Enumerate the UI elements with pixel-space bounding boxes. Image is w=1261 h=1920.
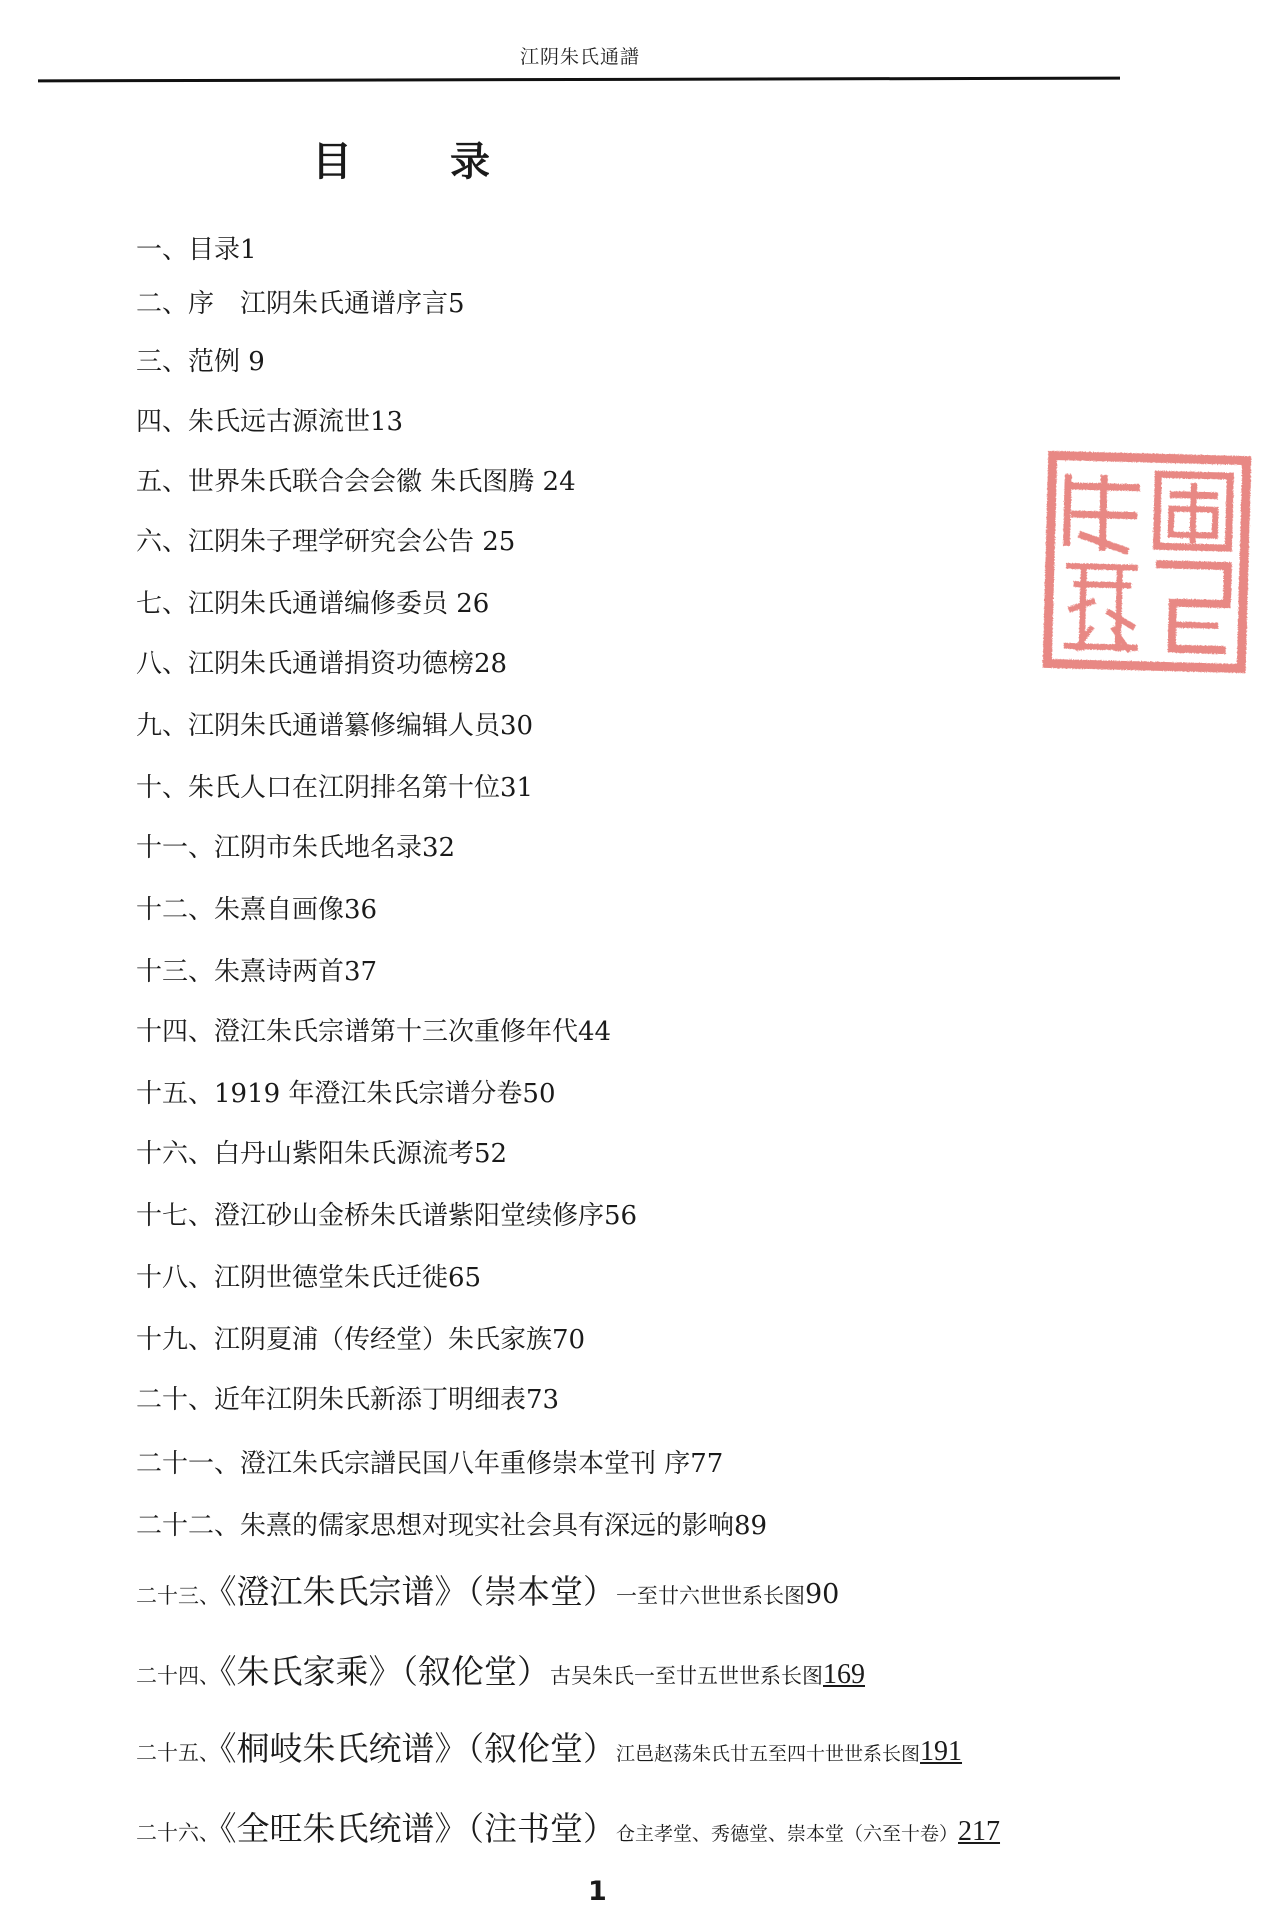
toc-entry: 十九、江阴夏浦（传经堂）朱氏家族70 <box>136 1325 586 1355</box>
toc-entry: 八、江阴朱氏通谱捐资功德榜28 <box>136 649 508 679</box>
toc-entry: 十七、澄江砂山金桥朱氏谱紫阳堂续修序56 <box>136 1201 638 1231</box>
toc-entry-page: 169 <box>823 1659 865 1690</box>
toc-entry: 七、江阴朱氏通谱编修委员 26 <box>136 589 490 619</box>
toc-entry: 四、朱氏远古源流世13 <box>136 407 404 437</box>
toc-entry: 十四、澄江朱氏宗谱第十三次重修年代44 <box>136 1017 612 1047</box>
toc-entry: 十一、江阴市朱氏地名录32 <box>136 833 456 863</box>
toc-entry-desc: 一至廿六世世系长图 <box>616 1584 805 1608</box>
header-divider <box>38 77 1120 83</box>
toc-entry: 十五、1919 年澄江朱氏宗谱分卷50 <box>136 1079 556 1109</box>
toc-entry-desc: 古吴朱氏一至廿五世世系长图 <box>550 1664 823 1688</box>
toc-entry: 九、江阴朱氏通谱纂修编辑人员30 <box>136 711 534 741</box>
toc-entry <box>136 1803 1000 1850</box>
toc-entry-page: 191 <box>920 1736 963 1767</box>
toc-title-char-2: 录 <box>450 139 490 185</box>
toc-entry <box>136 1646 865 1693</box>
toc-entry-title: 《澄江朱氏宗谱》（崇本堂） <box>220 1572 616 1611</box>
toc-entry-title: 《朱氏家乘》（叙伦堂） <box>220 1652 550 1691</box>
toc-entry: 二十、近年江阴朱氏新添丁明细表73 <box>136 1385 560 1415</box>
toc-entry-page: 90 <box>805 1579 840 1610</box>
toc-entry: 六、江阴朱子理学研究会公告 25 <box>136 527 516 557</box>
toc-entry-page: 217 <box>958 1816 1001 1847</box>
toc-entry-prefix: 二十六、 <box>136 1821 220 1845</box>
toc-entry: 十八、江阴世德堂朱氏迁徙65 <box>136 1263 482 1293</box>
toc-entry <box>136 1723 962 1770</box>
toc-entry: 五、世界朱氏联合会会徽 朱氏图腾 24 <box>136 467 576 497</box>
toc-title-char-1: 目 <box>312 139 352 185</box>
toc-entry-prefix: 二十五、 <box>136 1741 220 1765</box>
toc-entry-prefix: 二十四、 <box>136 1664 220 1688</box>
page-number: 1 <box>588 1876 607 1907</box>
seal-stamp <box>1041 449 1253 674</box>
toc-entry: 十二、朱熹自画像36 <box>136 895 378 925</box>
toc-entry-desc: 仓主孝堂、秀德堂、崇本堂（六至十卷） <box>616 1823 959 1845</box>
header-title: 江阴朱氏通譜 <box>519 46 640 68</box>
toc-entry <box>136 1566 839 1613</box>
toc-entry-title: 《桐岐朱氏统谱》（叙伦堂） <box>220 1729 616 1768</box>
toc-entry-title: 《全旺朱氏统谱》（注书堂） <box>220 1809 616 1848</box>
toc-entry: 十六、白丹山紫阳朱氏源流考52 <box>136 1139 508 1169</box>
toc-entry: 十、朱氏人口在江阴排名第十位31 <box>136 773 534 803</box>
toc-entry: 十三、朱熹诗两首37 <box>136 957 378 987</box>
toc-entry-prefix: 二十三、 <box>136 1584 220 1608</box>
toc-entry: 三、范例 9 <box>136 347 265 377</box>
toc-entry: 一、目录1 <box>136 235 257 265</box>
toc-entry: 二十二、朱熹的儒家思想对现实社会具有深远的影响89 <box>136 1511 768 1541</box>
toc-entry: 二、序 江阴朱氏通谱序言5 <box>136 289 465 319</box>
toc-entry-desc: 江邑赵荡朱氏廿五至四十世世系长图 <box>616 1743 921 1765</box>
toc-entry: 二十一、澄江朱氏宗譜民国八年重修崇本堂刊 序77 <box>136 1449 724 1479</box>
